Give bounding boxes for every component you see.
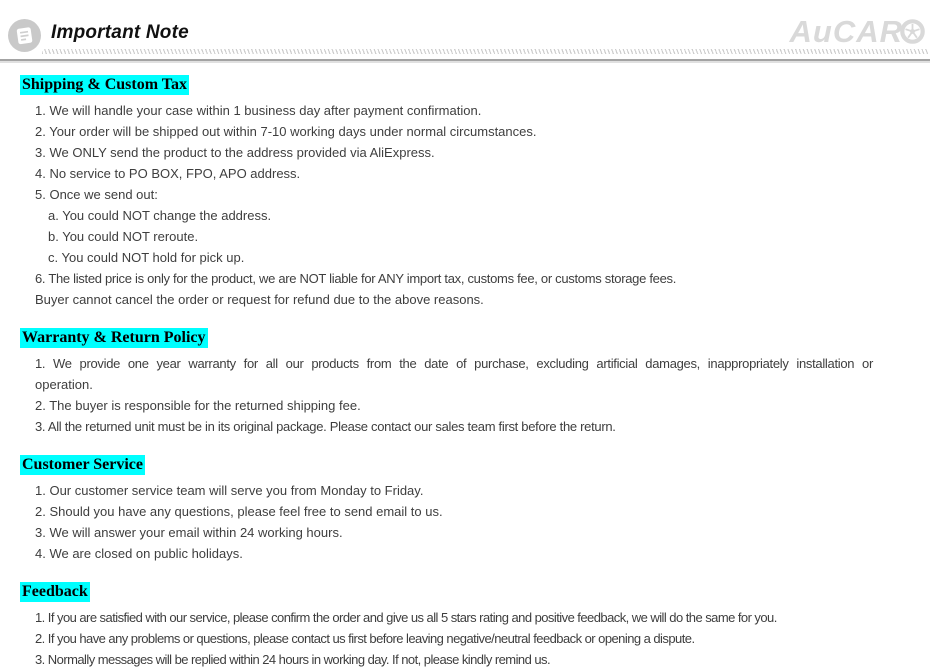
list-item: 3. All the returned unit must be in its original package. Please contact our sales team first before the return. bbox=[35, 419, 616, 434]
section-heading: Customer Service bbox=[22, 456, 143, 473]
section-lines bbox=[20, 100, 906, 310]
list-item: 4. We are closed on public holidays. bbox=[35, 546, 243, 561]
list-item: 2. Should you have any questions, please feel free to send email to us. bbox=[35, 504, 443, 519]
section-heading: Warranty & Return Policy bbox=[22, 329, 206, 346]
brand-logo bbox=[790, 14, 927, 50]
list-item: 1. We provide one year warranty for all our products from the date of purchase, excluding artificial damages, inappropriately installation or bbox=[35, 356, 873, 371]
section-heading: Feedback bbox=[22, 583, 88, 600]
content bbox=[0, 63, 930, 670]
note-icon bbox=[8, 19, 41, 52]
list-item: 3. Normally messages will be replied within 24 hours in working day. If not, please kindly remind us. bbox=[35, 652, 551, 667]
list-item: operation. bbox=[35, 377, 93, 392]
list-item: 1. Our customer service team will serve you from Monday to Friday. bbox=[35, 483, 424, 498]
section bbox=[20, 455, 906, 564]
list-item: 3. We will answer your email within 24 working hours. bbox=[35, 525, 343, 540]
list-item: 4. No service to PO BOX, FPO, APO address. bbox=[35, 166, 301, 181]
section bbox=[20, 75, 906, 310]
section-lines bbox=[20, 353, 906, 437]
brand-logo-text: AuCAR bbox=[789, 14, 903, 49]
section-lines bbox=[20, 607, 906, 670]
section bbox=[20, 582, 906, 670]
section bbox=[20, 328, 906, 437]
list-item: 2. Your order will be shipped out within 7-10 working days under normal circumstances. bbox=[35, 124, 537, 139]
page-title: Important Note bbox=[51, 22, 189, 43]
section-lines bbox=[20, 480, 906, 564]
list-item: 1. If you are satisfied with our service, please confirm the order and give us all 5 stars rating and positive feedback, we will do the same for you. bbox=[35, 610, 777, 625]
list-item: 3. We ONLY send the product to the address provided via AliExpress. bbox=[35, 145, 435, 160]
header-separator bbox=[0, 59, 930, 63]
list-item: 6. The listed price is only for the product, we are NOT liable for ANY import tax, customs fee, or customs storage fees. bbox=[35, 271, 677, 286]
header bbox=[0, 0, 930, 63]
list-item: c. You could NOT hold for pick up. bbox=[48, 250, 245, 265]
list-item: Buyer cannot cancel the order or request for refund due to the above reasons. bbox=[35, 292, 484, 307]
list-item: 5. Once we send out: bbox=[35, 187, 158, 202]
list-item: 2. The buyer is responsible for the returned shipping fee. bbox=[35, 398, 361, 413]
section-heading: Shipping & Custom Tax bbox=[22, 76, 187, 93]
list-item: a. You could NOT change the address. bbox=[48, 208, 272, 223]
list-item: b. You could NOT reroute. bbox=[48, 229, 199, 244]
list-item: 1. We will handle your case within 1 business day after payment confirmation. bbox=[35, 103, 482, 118]
wheel-icon bbox=[899, 18, 926, 50]
list-item: 2. If you have any problems or questions, please contact us first before leaving negative/neutral feedback or opening a dispute. bbox=[35, 631, 695, 646]
